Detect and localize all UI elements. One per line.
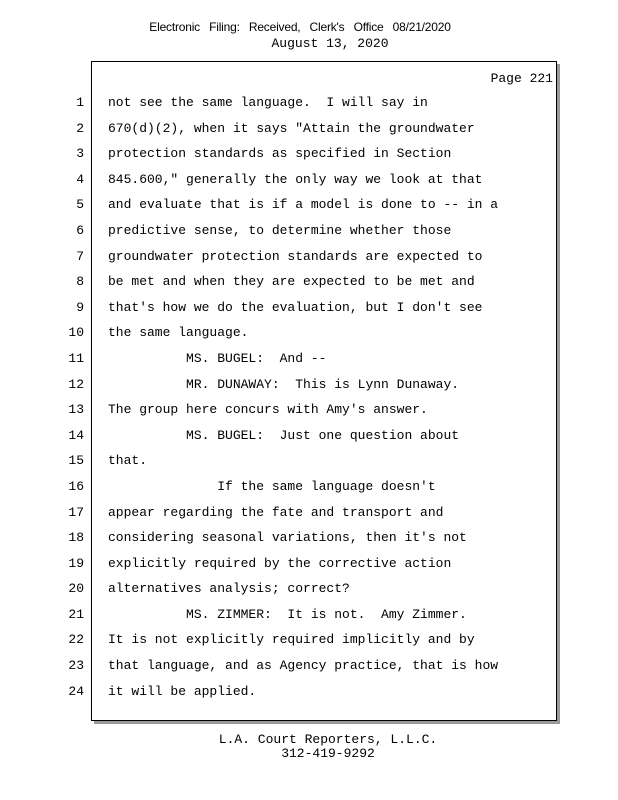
transcript-line: alternatives analysis; correct? (108, 581, 350, 597)
transcript-line: the same language. (108, 325, 249, 341)
line-number: 19 (68, 555, 84, 571)
transcript-line: explicitly required by the corrective action (108, 555, 452, 571)
transcript-line: MS. BUGEL: Just one question about (108, 427, 460, 443)
line-number: 22 (68, 632, 84, 648)
line-number: 9 (76, 299, 84, 315)
transcript-line: It is not explicitly required implicitly and by (108, 632, 475, 648)
page-number: Page 221 (490, 71, 553, 86)
transcript-line: that. (108, 453, 148, 469)
line-number: 15 (68, 453, 84, 469)
line-number: 17 (68, 504, 84, 520)
transcript-line: considering seasonal variations, then it's not (108, 530, 467, 546)
transcript-line: MS. ZIMMER: It is not. Amy Zimmer. (108, 606, 467, 622)
footer (0, 733, 618, 761)
line-number: 14 (68, 427, 84, 443)
line-number: 3 (76, 146, 84, 162)
court-reporter-phone: 312-419-9292 (281, 746, 375, 761)
transcript-line: MS. BUGEL: And -- (108, 350, 327, 366)
transcript-line: 845.600," generally the only way we look at that (108, 171, 483, 187)
court-reporter-company: L.A. Court Reporters, L.L.C. (218, 732, 438, 747)
transcript-line: protection standards as specified in Section (108, 146, 452, 162)
line-number: 24 (68, 683, 84, 699)
transcript-line: predictive sense, to determine whether those (108, 222, 452, 238)
transcript-line: groundwater protection standards are expected to (108, 248, 483, 264)
line-number: 8 (76, 274, 84, 290)
transcript-line: MR. DUNAWAY: This is Lynn Dunaway. (108, 376, 460, 392)
transcript-line: 670(d)(2), when it says "Attain the groundwater (108, 120, 475, 136)
line-number: 7 (76, 248, 84, 264)
transcript-line: appear regarding the fate and transport and (108, 504, 444, 520)
line-number: 4 (76, 171, 84, 187)
line-number: 13 (68, 402, 84, 418)
transcript-line: it will be applied. (108, 683, 257, 699)
line-number: 10 (68, 325, 84, 341)
line-number: 20 (68, 581, 84, 597)
transcript-line: and evaluate that is if a model is done to -- in a (108, 197, 499, 213)
line-number-column (0, 90, 84, 704)
line-number: 1 (76, 95, 84, 110)
transcript-body (108, 90, 553, 704)
line-number: 12 (68, 376, 84, 392)
transcript-line: be met and when they are expected to be met and (108, 274, 475, 290)
transcript-line: The group here concurs with Amy's answer. (108, 402, 428, 418)
line-number: 6 (76, 222, 84, 238)
transcript-date: August 13, 2020 (271, 36, 389, 51)
line-number: 18 (68, 530, 84, 546)
line-number: 5 (76, 197, 84, 213)
line-number: 21 (68, 606, 84, 622)
line-number: 23 (68, 658, 84, 674)
filing-stamp: Electronic Filing: Received, Clerk's Office 08/21/2020 (149, 20, 451, 34)
transcript-line: that language, and as Agency practice, that is how (108, 658, 499, 674)
transcript-line: not see the same language. I will say in (108, 95, 428, 110)
transcript-line: that's how we do the evaluation, but I don't see (108, 299, 483, 315)
line-number: 16 (68, 478, 84, 494)
line-number: 2 (76, 120, 84, 136)
transcript-line: If the same language doesn't (108, 478, 436, 494)
line-number: 11 (68, 350, 84, 366)
